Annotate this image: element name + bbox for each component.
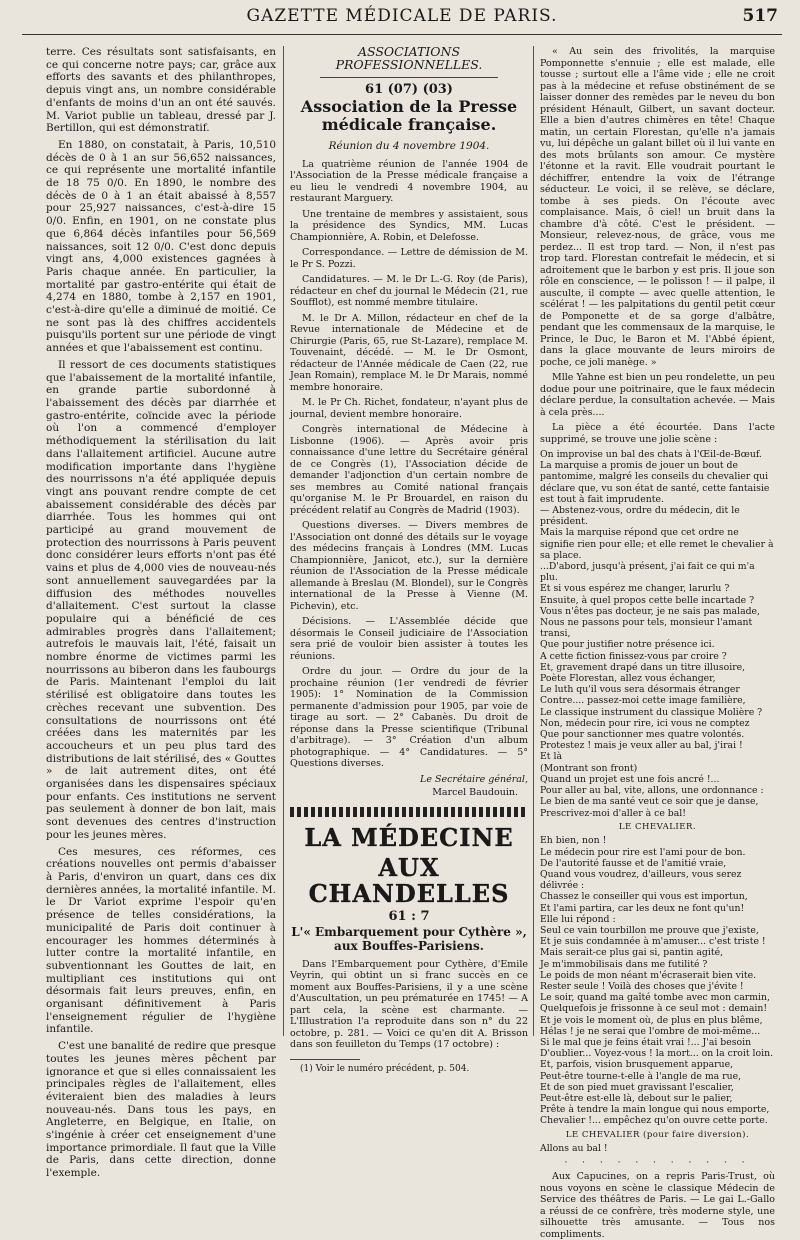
verse-line: A cette fiction finissez-vous par croire ? (540, 650, 727, 662)
paragraph: Questions diverses. — Divers membres de l'Association ont donné des détails sur le voyage des médecins français à Londres (MM. Lucas Championnière, Janicot, etc.), sur la dernière réunion de l'Association de la Presse médicale allemande à Breslau (M. Blondel), sur le Congrès international de la Presse à Vienne (M. Pichevin), etc. (290, 520, 528, 612)
verse-line: ...D'abord, jusqu'à présent, j'ai fait ce qui m'a plu. (540, 561, 755, 584)
paragraph: Décisions. — L'Assemblée décide que désormais le Conseil judiciaire de l'Association sera prié de vouloir bien assister à toutes les réunions. (290, 616, 528, 662)
verse-line: Non, médecin pour rire, ici vous ne comptez (540, 717, 750, 729)
column-divider (533, 46, 534, 1036)
paragraph: La quatrième réunion de l'année 1904 de l'Association de la Presse médicale française a eu lieu le vendredi 4 novembre 1904, au restaurant Marguery. (290, 158, 528, 205)
decorative-ornament (290, 807, 528, 817)
verse-block (540, 449, 775, 819)
footnote-rule (290, 1059, 360, 1060)
paragraph: Une trentaine de membres y assistaient, sous la présidence des Syndics, MM. Lucas Championnière, A. Robin, et Delefosse. (290, 208, 528, 243)
verse-line: Que pour sanctionner mes quatre volontés. (540, 729, 745, 741)
verse-line: Le classique instrument du classique Molière ? (540, 706, 763, 718)
paragraph: Correspondance. — Lettre de démission de M. le Pr S. Pozzi. (290, 247, 528, 270)
verse-block (540, 835, 775, 1126)
masthead-rule (22, 34, 782, 35)
signature-name: Marcel Baudouin. (432, 787, 518, 799)
verse-line: Et je vois le moment où, de plus en plus blême, (540, 1014, 763, 1026)
section-title: ASSOCIATIONS PROFESSIONNELLES. (335, 44, 483, 72)
verse-line: Eh bien, non ! (540, 835, 607, 847)
paragraph: Aux Capucines, on a repris Paris-Trust, où nous voyons en scène le classique Médecin de Service des théâtres de Paris. — Le gai L.-Gallo a réussi de ce confrère, très moderne style, une silhouette très amusante. — Tous nos compliments. (540, 1171, 775, 1240)
verse-line: Et, gravement drapé dans un titre illusoire, (540, 661, 746, 673)
article-title: L'« Embarquement pour Cythère », aux Bouffes-Parisiens. (291, 924, 527, 953)
verse-line: Allons au bal ! (540, 1143, 608, 1155)
paragraph: Mlle Yahne est bien un peu rondelette, un peu dodue pour une poitrinaire, que le faux médecin déclare perdue, la consultation achevée. — Mais à cela près.... (540, 372, 775, 418)
verse-line: Et si vous espérez me changer, larurlu ? (540, 583, 730, 595)
paragraph: M. le Dr A. Millon, rédacteur en chef de la Revue internationale de Médecine et de Chirurgie (Paris, 65, rue St-Lazare), remplace M. Touvenaint, décédé. — M. le Dr Osmont, rédacteur de l'Année médicale de Caen (22, rue Jean Romain), remplace M. le Dr Marais, nommé membre honoraire. (290, 312, 528, 393)
paragraph: C'est une banalité de redire que presque toutes les jeunes mères pêchent par ignorance et que si elles connaissaient les principales règles de l'allaitement, elles éviteraient bien des maladies à leurs nouveau-nés. Dans tous les pays, en Angleterre, en Belgique, en Italie, on s'ingénie à créer cet enseignement d'une importance primordiale. Il faut que la Ville de Paris, dans cette direction, donne l'exemple. (46, 1040, 276, 1180)
speaker-label: LE CHEVALIER. (618, 821, 697, 832)
verse-line: D'oublier... Voyez-vous ! la mort... on la croit loin. (540, 1048, 774, 1060)
big-title-line-1: LA MÉDECINE (304, 822, 514, 852)
masthead-title: GAZETTE MÉDICALE DE PARIS. (246, 6, 558, 26)
verse-line: Le poids de mon néant m'écraserait bien vite. (540, 969, 757, 981)
verse-line: Et je suis condamnée à m'amuser... c'est triste ! (540, 936, 766, 948)
article-number: 61 (07) (03) (365, 82, 453, 98)
verse-line: Prescrivez-moi d'aller à ce bal! (540, 807, 686, 819)
verse-line: Mais serait-ce plus gai si, pantin agité, (540, 947, 724, 959)
masthead (22, 4, 782, 34)
verse-line: Et l'ami partira, car les deux ne font qu'un! (540, 902, 745, 914)
verse-line: On improvise un bal des chats à l'Œil-de-Bœuf. (540, 449, 762, 460)
separator: · · · · · · · · · · · (564, 1157, 751, 1168)
quote-paragraph: « Au sein des frivolités, la marquise Pomponnette s'ennuie ; elle est malade, elle tousse ; surtout elle a l'âme vide ; elle ne croit pas à la médecine et refuse obstinément de se laisser donner des remèdes par le neveu du bon président Hénault, Gilbert, un savant docteur. Elle a bien d'autres chimères en tête! Chaque matin, un certain Florestan, qu'elle n'a jamais vu, lui dépêche un galant billet où il lui vante en des mots brûlants son amour. Ce mystère l'étonne et la ravit. Elle voudrait pourtant le déchiffrer, entendre la voix de l'étrange séducteur. Le voici, il se relève, se déclare, tombe à ses pieds. On l'écoute avec complaisance. Mais, ô ciel! un bruit dans la chambre d'à côté. C'est le président. — Monsieur, relevez-nous, de grâce, vous me perdez... Il est trop tard. — Non, il n'est pas trop tard. Florestan contrefait le médecin, et si adroitement que le barbon y est pris. Il joue son rôle en conscience, — le polisson ! — il palpe, il ausculte, il compte — avec quelle attention, le scélérat ! — les palpitations du gentil petit cœur de Pomponette et de sa gorge d'albâtre, pendant que les commensaux de la marquise, le Prince, le Duc, le Baron et M. l'Abbé épient, dans la glace mouvante de leurs miroirs de poche, ce joli manège. » (540, 46, 775, 368)
verse-line: — Abstenez-vous, ordre du médecin, dit le président. (540, 505, 740, 528)
verse-line: Chassez le conseiller qui vous est importun, (540, 891, 748, 903)
verse-line: Quand un projet est une fois ancré !... (540, 773, 720, 785)
paragraph: terre. Ces résultats sont satisfaisants, en ce qui concerne notre pays; car, grâce aux efforts des savants et des philanthropes, depuis vingt ans, un nombre considérable d'enfants de moins d'un an ont été sauvés. M. Variot publie un tableau, dressé par J. Bertillon, qui est démonstratif. (46, 46, 276, 135)
paragraph: La pièce a été écourtée. Dans l'acte supprimé, se trouve une jolie scène : (540, 422, 775, 445)
verse-line: Prête à tendre la main longue qui nous emporte, (540, 1104, 770, 1116)
paragraph: Il ressort de ces documents statistiques que l'abaissement de la mortalité infantile, en grande partie subordonné à l'abaissement des décès par diarrhée et gastro-entérite, coïncide avec la période où l'on a commencé d'employer méthodiquement la stérilisation du lait dans l'allaitement artificiel. Aucune autre modification importante dans l'hygiène des nourrissons n'a été appliquée depuis vingt ans pouvant rendre compte de cet abaissement considérable des décès par diarrhée. Tous les hommes qui ont participé au grand mouvement de protection des nourrissons à Paris peuvent donc considérer leurs efforts n'ont pas été vains et plus de 4,000 vies de nouveau-nés sont annuellement sauvegardées par la diffusion des méthodes nouvelles d'allaitement. C'est surtout la classe populaire qui a bénéficié de ces admirables progrès dans l'allaitement; autrefois le mauvais lait, l'été, faisait un nombre énorme de victimes parmi les nourrissons au biberon dans les faubourgs de Paris. Maintenant l'emploi du lait stérilisé est obligatoire dans toutes les crèches recevant une subvention. Des consultations de nourrissons ont été créées dans les maternités par les accoucheurs et un peu plus tard des distributions de lait stérilisé, des « Gouttes » de lait autrement dites, ont été organisées dans les dispensaires spéciaux pour enfants. Ces institutions ne servent pas seulement à donner de bon lait, mais sont devenues des centres d'instruction pour les jeunes mères. (46, 358, 276, 841)
verse-line: Et, parfois, vision brusquement apparue, (540, 1059, 734, 1071)
column-1 (46, 46, 276, 1180)
verse-line: Le bien de ma santé veut ce soir que je danse, (540, 796, 759, 808)
column-divider (283, 46, 284, 1036)
speaker-label: LE CHEVALIER (pour faire diversion). (565, 1129, 750, 1140)
article-title: Association de la Presse médicale française. (300, 97, 518, 135)
page-number: 517 (742, 6, 778, 26)
footnote: (1) Voir le numéro précédent, p. 504. (300, 1063, 470, 1074)
verse-line: Que pour justifier notre présence ici. (540, 639, 715, 651)
verse-line: Et de son pied muet gravissant l'escalier, (540, 1081, 734, 1093)
verse-line: Chevalier !... empêchez qu'on ouvre cette porte. (540, 1115, 768, 1127)
verse-line: Ensuite, à quel propos cette belle incartade ? (540, 594, 755, 606)
verse-line: Rester seule ! Voilà des choses que j'évite ! (540, 981, 744, 993)
verse-line: Hélas ! je ne serai que l'ombre de moi-même... (540, 1025, 761, 1037)
verse-line: Le médecin pour rire est l'ami pour de bon. (540, 846, 746, 858)
verse-line: Mais la marquise répond que cet ordre ne signifie rien pour elle; et elle remet le chevalier à sa place. (540, 527, 774, 561)
verse-line: Si le mal que je feins était vrai !... J'ai besoin (540, 1037, 752, 1049)
verse-line: La marquise a promis de jouer un bout de pantomime, malgré les conseils du chevalier qui déclare que, vu son état de santé, cette fantaisie est tout à fait imprudente. (540, 460, 770, 505)
verse-line: Peut-être est-elle là, debout sur le palier, (540, 1093, 733, 1105)
verse-line: Poète Florestan, allez vous échanger, (540, 673, 716, 685)
verse-line: Je m'immobilisais dans me futilité ? (540, 958, 708, 970)
verse-line: Quelquefois je frissonne à ce seul mot : demain! (540, 1003, 768, 1015)
meeting-date: Réunion du 4 novembre 1904. (328, 140, 490, 153)
verse-line: Seul ce vain tourbillon me prouve que j'existe, (540, 925, 759, 937)
paragraph: M. le Pr Ch. Richet, fondateur, n'ayant plus de journal, devient membre honoraire. (290, 397, 528, 420)
article-number: 61 : 7 (388, 908, 430, 924)
paragraph: Ordre du jour. — Ordre du jour de la prochaine réunion (1er vendredi de février 1905): 1° Nomination de la Commission permanente d'admission pour 1905, par voie de tirage au sort. — 2° Cabanès. Du droit de réponse dans la Presse scientifique (Tribunal d'arbitrage). — 3° Création d'un album photographique. — 4° Candidatures. — 5° Questions diverses. (290, 666, 528, 770)
verse-line: Quand vous voudrez, d'ailleurs, vous serez délivrée : (540, 869, 742, 892)
signature-role: Le Secrétaire général, (420, 773, 528, 785)
verse-line: Nous ne passons pour tels, monsieur l'amant transi, (540, 617, 753, 640)
paragraph: Dans l'Embarquement pour Cythère, d'Emile Veyrin, qui obtint un si franc succès en ce moment aux Bouffes-Parisiens, il y a une scène d'Auscultation, un peu prématurée en 1745! — A part cela, la scène est charmante. — L'Illustration l'a reproduite dans son n° du 22 octobre, p. 281. — Voici ce qu'en dit A. Brisson dans son feuilleton du Temps (17 octobre) : (290, 958, 528, 1051)
verse-line: Protestez ! mais je veux aller au bal, j'irai ! (540, 740, 743, 752)
verse-line: Le soir, quand ma gaîté tombe avec mon carmin, (540, 992, 770, 1004)
verse-line: Contre.... passez-moi cette image familière, (540, 695, 746, 707)
verse-line: Le luth qu'il vous sera désormais étranger (540, 684, 740, 696)
verse-line: Vous n'êtes pas docteur, je ne sais pas malade, (540, 605, 761, 617)
column-2 (290, 44, 528, 1074)
verse-line: Pour aller au bal, vite, allons, une ordonnance : (540, 785, 764, 797)
verse-line: De l'autorité fausse et de l'amitié vraie, (540, 857, 727, 869)
verse-line: Et là (540, 751, 562, 763)
paragraph: Ces mesures, ces réformes, ces créations nouvelles ont permis d'abaisser à Paris, d'environ un quart, dans ces dix dernières années, la mortalité infantile. M. le Dr Variot exprime l'espoir qu'en présence de telles considérations, la municipalité de Paris doit continuer à encourager les hommes déterminés à lutter contre la mortalité infantile, en subventionnant les Gouttes de lait, en multipliant ces institutions qui ont désormais fait leurs preuves, enfin, en organisant définitivement à Paris l'enseignement régulier de l'hygiène infantile. (46, 845, 276, 1036)
column-3 (540, 46, 775, 1240)
paragraph: Candidatures. — M. le Dr L.-G. Roy (de Paris), rédacteur en chef du journal le Médecin (21, rue Soufflot), est nommé membre titulaire. (290, 274, 528, 309)
verse-line: (Montrant son front) (540, 762, 638, 774)
section-rule (320, 77, 498, 78)
paragraph: Congrès international de Médecine à Lisbonne (1906). — Après avoir pris connaissance d'une lettre du Secrétaire général de ce Congrès (1), l'Association décide de demander l'adjonction d'un certain nombre de ses membres au Comité national français qu'organise M. le Pr Brouardel, en raison du précédent relatif au Congrès de Madrid (1903). (290, 424, 528, 516)
verse-line: Elle lui répond : (540, 913, 616, 925)
paragraph: En 1880, on constatait, à Paris, 10,510 décès de 0 à 1 an sur 56,652 naissances, ce qui représente une mortalité infantile de 18 75 0/0. En 1890, le nombre des décès de 0 à 1 an était abaissé à 8,557 pour 25,927 naissances, c'est-à-dire 15 0/0. Enfin, en 1901, on ne constate plus que 6,864 décès infantiles pour 56,569 naissances, soit 12 0/0. C'est donc depuis vingt ans, 4,000 existences gagnées à Paris chaque année. En particulier, la mortalité par gastro-entérite qui était de 4,274 en 1880, tombe à 2,157 en 1901, c'est-à-dire qu'elle a diminué de moitié. Ce ne sont pas là des chiffres accidentels puisqu'ils portent sur une période de vingt années et que l'abaissement est continu. (46, 138, 276, 355)
verse-line: Peut-être tourne-t-elle à l'angle de ma rue, (540, 1070, 742, 1082)
big-title-line-2: AUX CHANDELLES (308, 852, 510, 908)
